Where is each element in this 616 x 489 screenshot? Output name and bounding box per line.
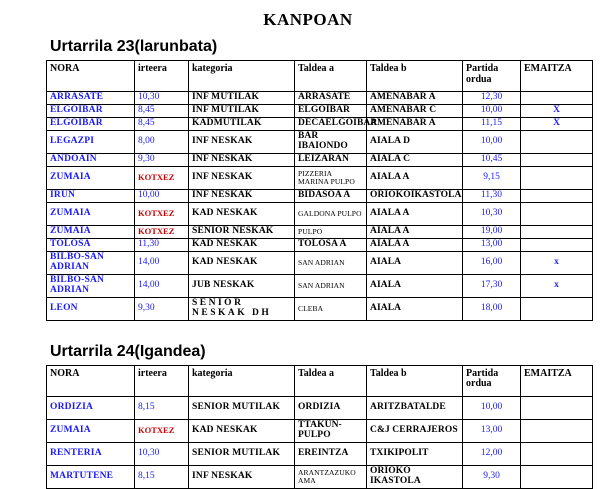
cell-kategoria: JUB NESKAK [189,274,295,297]
table-row [47,274,593,297]
cell-nora: BILBO-SAN ADRIAN [47,251,135,274]
cell-irteera: 8,15 [135,465,189,488]
cell-nora: TOLOSA [47,238,135,251]
table-row [47,166,593,189]
cell-nora: IRUN [47,189,135,202]
section-spacer [12,321,604,343]
cell-taldea-a-sub: SAN ADRIAN [298,280,345,290]
cell-partida-ordua: 13,00 [463,238,521,251]
section-heading-day2: Urtarrila 24(Igandea) [50,342,206,360]
cell-taldea-b: TXIKIPOLIT [367,442,463,465]
column-header-taldea-a: Taldea a [295,365,367,396]
cell-partida-ordua: 13,00 [463,419,521,442]
cell-taldea-a: ELGOIBAR [295,104,367,117]
column-header-nora: NORA [47,61,135,92]
cell-partida-ordua: 18,00 [463,297,521,320]
cell-kategoria: SENIOR MUTILAK [189,396,295,419]
column-header-emaitza: EMAITZA [521,365,593,396]
cell-irteera: 10,30 [135,92,189,105]
page-title: KANPOAN [263,10,353,29]
cell-taldea-b: AMENABAR A [367,117,463,130]
cell-emaitza [521,130,593,153]
cell-taldea-a: LEIZARAN [295,153,367,166]
cell-emaitza [521,442,593,465]
cell-taldea-a: PULPO [295,225,367,238]
cell-irteera: 8,00 [135,130,189,153]
cell-nora: BILBO-SAN ADRIAN [47,274,135,297]
column-header-taldea-b: Taldea b [367,365,463,396]
cell-irteera: 9,30 [135,153,189,166]
column-header-emaitza: EMAITZA [521,61,593,92]
cell-partida-ordua: 12,30 [463,92,521,105]
cell-irteera: 9,30 [135,297,189,320]
cell-kategoria: KAD NESKAK [189,251,295,274]
table-row [47,251,593,274]
cell-emaitza [521,225,593,238]
cell-partida-ordua: 17,30 [463,274,521,297]
cell-emaitza [521,153,593,166]
cell-irteera: KOTXEZ [135,419,189,442]
cell-nora: ANDOAIN [47,153,135,166]
cell-emaitza [521,92,593,105]
cell-kategoria: KAD NESKAK [189,202,295,225]
section-heading-day1: Urtarrila 23(larunbata) [50,38,218,55]
cell-taldea-a-sub: CLEBA [298,303,324,313]
table-row [47,419,593,442]
cell-partida-ordua: 11,15 [463,117,521,130]
cell-taldea-a: DECAELGOIBAR [295,117,367,130]
cell-taldea-b: AIALA A [367,202,463,225]
cell-taldea-b: ARITZBATALDE [367,396,463,419]
column-header-partida-ordua: Partida ordua [463,365,521,396]
cell-irteera: 10,30 [135,442,189,465]
cell-kategoria: KAD NESKAK [189,238,295,251]
table-row [47,396,593,419]
cell-taldea-a: ARANTZAZUKO AMA [295,465,367,488]
cell-emaitza: x [521,251,593,274]
cell-taldea-b: AIALA [367,251,463,274]
cell-taldea-b: AIALA A [367,166,463,189]
table-header-row [47,61,593,92]
cell-nora: LEON [47,297,135,320]
table-row [47,238,593,251]
column-header-nora: NORA [47,365,135,396]
cell-kategoria: INF NESKAK [189,130,295,153]
cell-kategoria: INF MUTILAK [189,92,295,105]
cell-nora: ZUMAIA [47,419,135,442]
cell-partida-ordua: 10,00 [463,104,521,117]
table-row [47,465,593,488]
cell-partida-ordua: 9,30 [463,465,521,488]
table-row [47,104,593,117]
cell-kategoria: INF MUTILAK [189,104,295,117]
cell-taldea-b: AMENABAR C [367,104,463,117]
cell-taldea-a [295,251,367,274]
cell-taldea-b: AIALA D [367,130,463,153]
cell-kategoria: INF NESKAK [189,166,295,189]
cell-nora: ARRASATE [47,92,135,105]
table-body-day2 [47,396,593,488]
cell-taldea-b: C&J CERRAJEROS [367,419,463,442]
cell-nora: RENTERIA [47,442,135,465]
cell-irteera: KOTXEZ [135,225,189,238]
cell-partida-ordua: 10,30 [463,202,521,225]
table-row [47,117,593,130]
cell-taldea-a: ARRASATE [295,92,367,105]
cell-irteera: KOTXEZ [135,202,189,225]
cell-partida-ordua: 12,00 [463,442,521,465]
cell-partida-ordua: 10,45 [463,153,521,166]
table-row [47,130,593,153]
column-header-irteera: irteera [135,365,189,396]
cell-taldea-a: PIZZERIA MARINA PULPO [295,166,367,189]
cell-emaitza [521,189,593,202]
cell-emaitza [521,238,593,251]
cell-irteera: 11,30 [135,238,189,251]
table-row [47,297,593,320]
cell-partida-ordua: 9,15 [463,166,521,189]
cell-taldea-b: AIALA [367,297,463,320]
cell-irteera: KOTXEZ [135,166,189,189]
cell-taldea-b: ORIOKO IKASTOLA [367,465,463,488]
cell-emaitza [521,202,593,225]
table-row [47,225,593,238]
table-row [47,202,593,225]
cell-taldea-a: BIDASOA A [295,189,367,202]
table-row [47,442,593,465]
cell-emaitza: X [521,117,593,130]
cell-irteera: 8,45 [135,104,189,117]
cell-kategoria: SENIOR NESKAK [189,225,295,238]
cell-irteera: 14,00 [135,251,189,274]
column-header-kategoria: kategoria [189,61,295,92]
cell-kategoria [189,297,295,320]
cell-irteera: 8,45 [135,117,189,130]
cell-taldea-a-sub: SAN ADRIAN [298,257,345,267]
cell-emaitza: x [521,274,593,297]
cell-nora: MARTUTENE [47,465,135,488]
column-header-irteera: irteera [135,61,189,92]
cell-kategoria: INF NESKAK [189,465,295,488]
cell-taldea-a [295,274,367,297]
cell-taldea-a: TTAKUN-PULPO [295,419,367,442]
cell-emaitza: X [521,104,593,117]
cell-kategoria: KAD NESKAK [189,419,295,442]
cell-irteera: 10,00 [135,189,189,202]
cell-irteera: 8,15 [135,396,189,419]
cell-partida-ordua: 19,00 [463,225,521,238]
cell-taldea-a: GALDONA PULPO [295,202,367,225]
cell-partida-ordua: 11,30 [463,189,521,202]
table-row [47,153,593,166]
cell-emaitza [521,297,593,320]
schedule-table-day1 [46,60,593,321]
cell-partida-ordua: 10,00 [463,396,521,419]
document-page [0,10,616,486]
cell-nora: ELGOIBAR [47,117,135,130]
cell-kategoria: INF NESKAK [189,153,295,166]
table-body-day1 [47,92,593,321]
table-header-row [47,365,593,396]
cell-nora: ZUMAIA [47,166,135,189]
cell-kategoria: KADMUTILAK [189,117,295,130]
table-row [47,189,593,202]
column-header-taldea-b: Taldea b [367,61,463,92]
cell-irteera: 14,00 [135,274,189,297]
cell-taldea-a [295,297,367,320]
column-header-kategoria: kategoria [189,365,295,396]
cell-nora: LEGAZPI [47,130,135,153]
cell-taldea-b: AIALA C [367,153,463,166]
cell-kategoria: INF NESKAK [189,189,295,202]
cell-taldea-a: BAR IBAIONDO [295,130,367,153]
cell-partida-ordua: 16,00 [463,251,521,274]
cell-nora: ZUMAIA [47,202,135,225]
cell-taldea-b: AIALA A [367,238,463,251]
cell-nora: ORDIZIA [47,396,135,419]
cell-emaitza [521,419,593,442]
cell-emaitza [521,166,593,189]
cell-taldea-b: ORIOKOIKASTOLA [367,189,463,202]
cell-partida-ordua: 10,00 [463,130,521,153]
cell-emaitza [521,465,593,488]
cell-taldea-a: ORDIZIA [295,396,367,419]
cell-taldea-b: AMENABAR A [367,92,463,105]
column-header-partida-ordua: Partida ordua [463,61,521,92]
cell-kategoria-text: SENIOR NESKAK DH [192,297,272,318]
cell-taldea-b: AIALA [367,274,463,297]
cell-nora: ZUMAIA [47,225,135,238]
cell-kategoria: SENIOR MUTILAK [189,442,295,465]
cell-nora: ELGOIBAR [47,104,135,117]
cell-emaitza [521,396,593,419]
cell-taldea-a: EREINTZA [295,442,367,465]
cell-taldea-a: TOLOSA A [295,238,367,251]
table-row [47,92,593,105]
column-header-taldea-a: Taldea a [295,61,367,92]
cell-taldea-b: AIALA A [367,225,463,238]
schedule-table-day2 [46,365,593,489]
